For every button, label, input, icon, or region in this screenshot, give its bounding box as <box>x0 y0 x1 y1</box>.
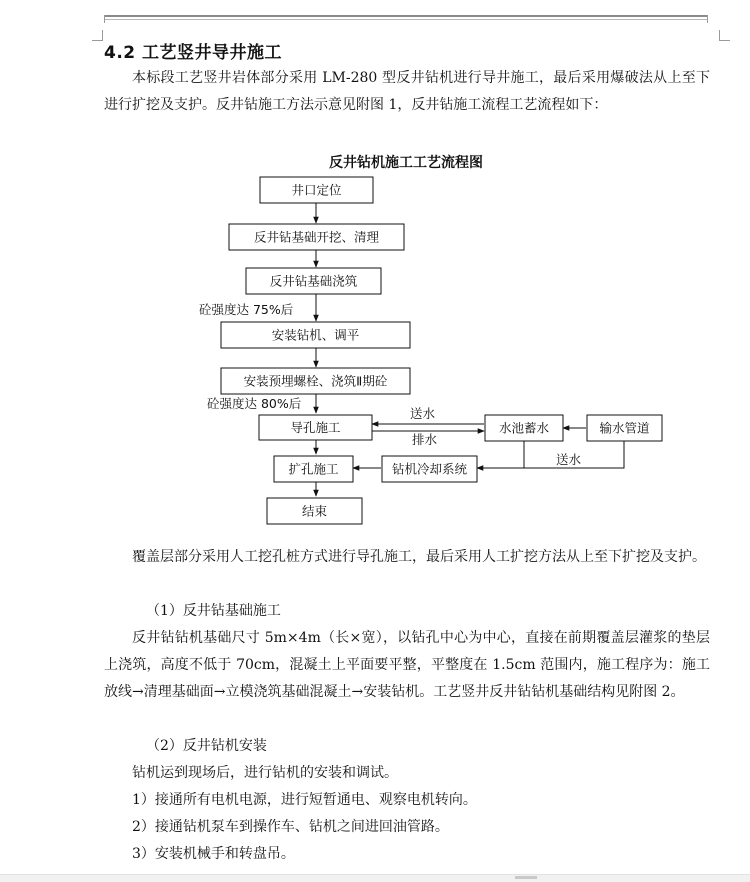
edge-label-drain-water: 排水 <box>412 432 438 447</box>
flow-label-n2: 反井钻基础开挖、清理 <box>253 229 380 245</box>
arrow-pipe-cooling <box>477 441 624 468</box>
section-heading: 4.2 工艺竖井导井施工 <box>104 43 283 63</box>
flow-label-pipe: 输水管道 <box>599 420 650 436</box>
flow-label-cooling: 钻机冷却系统 <box>391 461 468 477</box>
overburden-paragraph: 覆盖层部分采用人工挖孔桩方式进行导孔施工，最后采用人工扩挖方法从上至下扩挖及支护。 <box>132 549 706 565</box>
installation-intro: 钻机运到现场后，进行钻机的安装和调试。 <box>132 765 398 781</box>
flow-label-n7: 扩孔施工 <box>288 461 339 477</box>
flow-label-n4: 安装钻机、调平 <box>271 327 360 343</box>
flow-label-pool: 水池蓄水 <box>498 420 550 436</box>
flow-label-n6: 导孔施工 <box>290 420 341 435</box>
edge-label-send-water-right: 送水 <box>556 452 582 467</box>
flow-label-n5: 安装预埋螺栓、浇筑Ⅱ期砼 <box>243 373 388 389</box>
foundation-paragraph: 反井钻钻机基础尺寸 5m×4m（长×宽），以钻孔中心为中心，直接在前期覆盖层灌浆的垫层上浇筑，高度不低于 70cm，混凝土上平面要平整，平整度在 1.5cm 范围内，施工程序为：施工放线→清理基础面→立模浇筑基础混凝土→安装钻机。工艺竖井反井钻钻机基础结构见附图 2。 <box>104 630 710 700</box>
edge-label-strength-75: 砼强度达 75%后 <box>199 302 294 317</box>
edge-label-strength-80: 砼强度达 80%后 <box>207 396 302 411</box>
subheading-foundation: （1）反井钻基础施工 <box>146 603 281 619</box>
flow-label-n8: 结束 <box>301 503 328 519</box>
step-1: 1）接通所有电机电源，进行短暂通电、观察电机转向。 <box>132 792 477 808</box>
edge-label-send-water-top: 送水 <box>410 406 436 421</box>
flowchart-title: 反井钻机施工工艺流程图 <box>329 155 483 171</box>
step-2: 2）接通钻机泵车到操作车、钻机之间进回油管路。 <box>132 819 449 835</box>
flow-label-n3: 反井钻基础浇筑 <box>269 273 358 289</box>
intro-paragraph: 本标段工艺竖井岩体部分采用 LM-280 型反井钻机进行导井施工，最后采用爆破法从上至下进行扩挖及支护。反井钻施工方法示意见附图 1，反井钻施工流程工艺流程如下： <box>104 70 710 113</box>
step-3: 3）安装机械手和转盘吊。 <box>132 846 295 862</box>
bottom-scroll-thumb[interactable] <box>515 876 537 879</box>
subheading-installation: （2）反井钻机安装 <box>146 738 267 754</box>
flow-label-n1: 井口定位 <box>291 182 342 198</box>
